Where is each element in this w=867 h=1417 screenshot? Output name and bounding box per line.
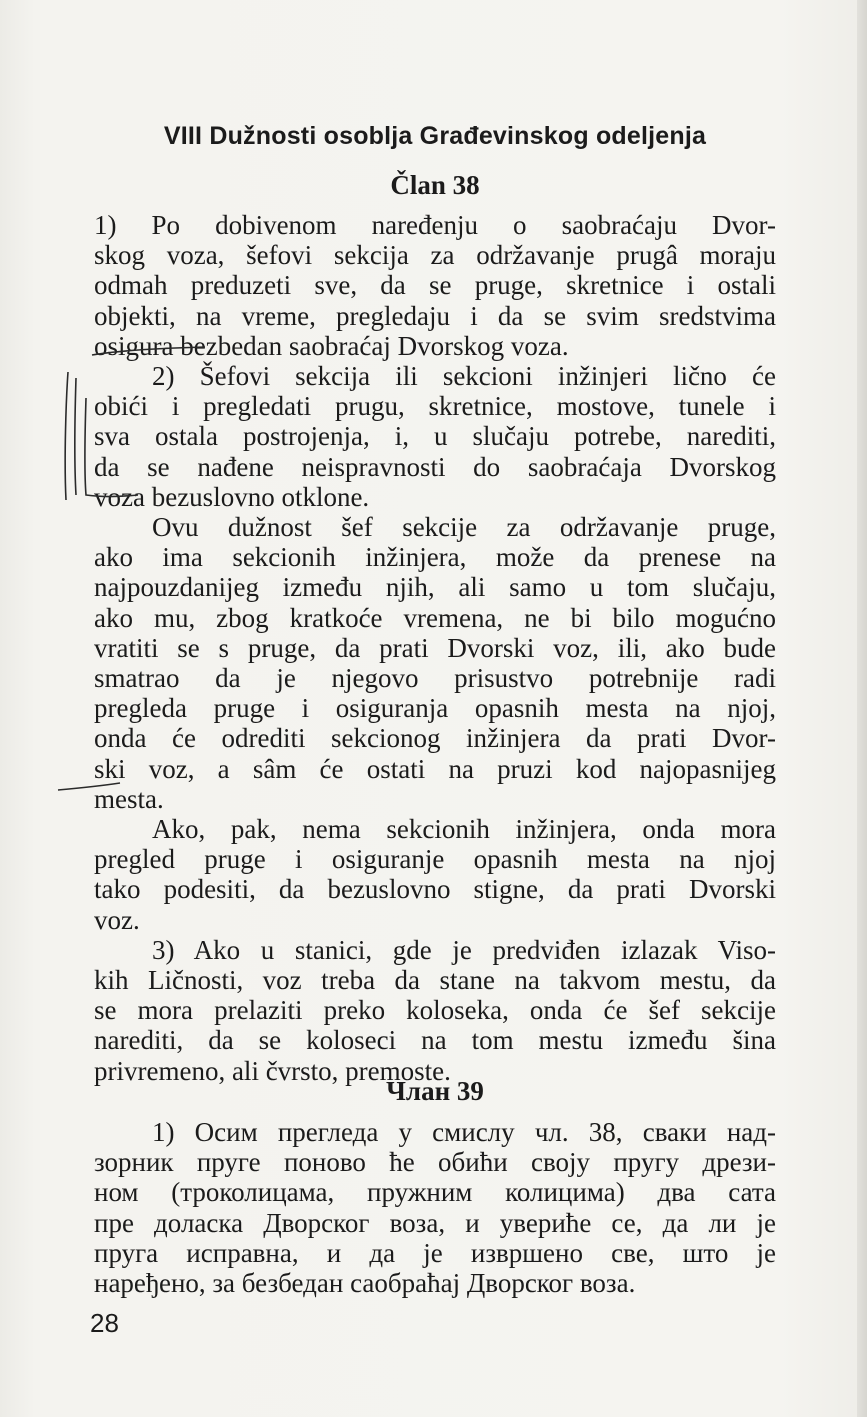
text-line: Ovu dužnost šef sekcije za održavanje pruge,: [152, 512, 776, 543]
article-39-title: Члан 39: [386, 1076, 484, 1106]
text-line: pregled pruge i osiguranje opasnih mesta na njoj: [94, 844, 776, 875]
text-line: smatrao da je njegovo prisustvo potrebnije radi: [94, 663, 776, 694]
text-line: narediti, da se koloseci na tom mestu između šina: [94, 1025, 776, 1056]
text-line: пруга исправна, и да је извршено све, што је: [94, 1237, 776, 1268]
text-line: voza bezuslovno otklone.: [94, 481, 370, 512]
text-line: Ako, pak, nema sekcionih inžinjera, onda mora: [152, 814, 776, 845]
text-line: kih Ličnosti, voz treba da stane na takvom mestu, da: [94, 965, 776, 996]
text-line: najpouzdanijeg između njih, ali samo u tom slučaju,: [94, 572, 776, 603]
text-line: vratiti se s pruge, da prati Dvorski voz, ili, ako bude: [94, 632, 776, 663]
text-line: se mora prelaziti preko koloseka, onda će šef sekcije: [94, 995, 776, 1026]
text-line: osigura bezbedan saobraćaj Dvorskog voza.: [94, 330, 569, 361]
text-line: onda će odrediti sekcionog inžinjera da prati Dvor-: [94, 723, 776, 754]
text-line: voz.: [94, 904, 140, 935]
text-line: objekti, na vreme, pregledaju i da se svim sredstvima: [94, 300, 776, 331]
text-line: зорник пруге поново ће обићи своју пругу дрези-: [94, 1147, 776, 1178]
text-line: privremeno, ali čvrsto, premoste.: [94, 1055, 451, 1086]
article-38-title: Član 38: [390, 170, 480, 200]
text-line: sva ostala postrojenja, i, u slučaju potrebe, narediti,: [94, 421, 776, 452]
text-line: da se nađene neispravnosti do saobraćaja Dvorskog: [94, 451, 776, 482]
text-line: 1) Осим прегледа у смислу чл. 38, сваки над-: [152, 1117, 776, 1147]
text-line: 3) Ako u stanici, gde je predviđen izlazak Viso-: [152, 934, 776, 965]
text-line: obići i pregledati prugu, skretnice, mostove, tunele i: [94, 391, 776, 422]
text-line: ako ima sekcionih inžinjera, može da prenese na: [94, 542, 776, 573]
page-number: 28: [90, 1308, 119, 1338]
text-line: ном (троколицама, пружним колицима) два сата: [94, 1177, 776, 1208]
chapter-heading: VIII Dužnosti osoblja Građevinskog odeljenja: [163, 122, 707, 150]
text-line: пре доласка Дворског воза, и увериће се, да ли је: [94, 1207, 776, 1238]
text-line: 2) Šefovi sekcija ili sekcioni inžinjeri lično će: [152, 361, 776, 392]
text-line: pregleda pruge i osiguranja opasnih mesta na njoj,: [94, 693, 776, 724]
text-line: 1) Po dobivenom naređenju o saobraćaju Dvor-: [94, 210, 776, 240]
text-line: наређено, за безбедан саобраћај Дворског воза.: [94, 1268, 636, 1299]
text-line: mesta.: [94, 783, 164, 814]
text-line: odmah preduzeti sve, da se pruge, skretnice i ostali: [94, 270, 776, 301]
text-line: tako podesiti, da bezuslovno stigne, da prati Dvorski: [94, 874, 776, 905]
text-line: ski voz, a sâm će ostati na pruzi kod najopasnijeg: [94, 753, 776, 784]
text-line: skog voza, šefovi sekcija za održavanje prugâ moraju: [94, 240, 776, 271]
text-line: ako mu, zbog kratkoće vremena, ne bi bilo mogućno: [94, 602, 776, 633]
